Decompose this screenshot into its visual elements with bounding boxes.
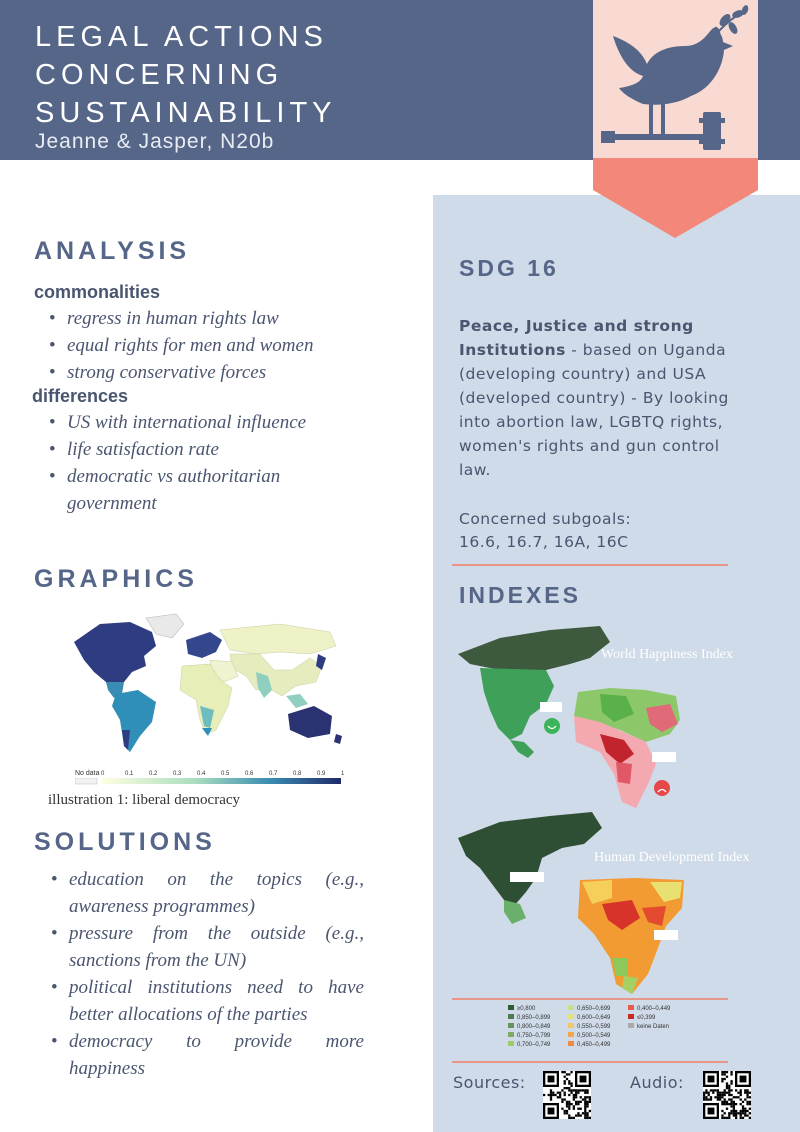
- poster-title: [35, 18, 337, 132]
- list-item: • US with international influence: [34, 409, 334, 436]
- arrow-marker: [540, 702, 562, 712]
- hdi-legend-swatch: [508, 1041, 514, 1046]
- legend-tick-label: 1: [341, 771, 345, 777]
- differences-label: differences: [32, 386, 129, 406]
- hdi-legend-label: 0,700–0,749: [517, 1042, 551, 1048]
- hdi-legend-item: [508, 1041, 550, 1048]
- sdg-description: [459, 314, 749, 482]
- hdi-legend-label: 0,550–0,599: [577, 1024, 611, 1030]
- hdi-legend-item: [508, 1023, 550, 1030]
- hdi-legend-swatch: [568, 1023, 574, 1028]
- sdg-banner: [593, 0, 758, 238]
- sdg-goal-text: - based on Uganda (developing country) and USA (developed country) - By looking into abortion law, LGBTQ rights, women's rights and gun control law.: [459, 341, 729, 479]
- happy-face-icon: [544, 718, 560, 734]
- sdg-subgoals-label: Concerned subgoals:: [459, 510, 632, 528]
- title-line-2: CONCERNING: [35, 59, 284, 91]
- hdi-legend-label: 0,600–0,649: [577, 1015, 611, 1021]
- hdi-legend-swatch: [508, 1005, 514, 1010]
- legend-tick-label: 0.3: [173, 771, 182, 777]
- sad-face-icon: [654, 780, 670, 796]
- hdi-legend-swatch: [568, 1014, 574, 1019]
- hdi-legend-swatch: [508, 1032, 514, 1037]
- hdi-legend-swatch: [568, 1005, 574, 1010]
- hdi-legend-label: 0,800–0,849: [517, 1024, 551, 1030]
- list-item: • regress in human rights law: [34, 305, 414, 332]
- hdi-legend-item: [628, 1005, 670, 1012]
- sdg-goal-name: Peace, Justice and strong Institutions: [459, 317, 694, 359]
- hdi-legend-label: 0,750–0,799: [517, 1033, 551, 1039]
- legend-tick-label: 0.9: [317, 771, 326, 777]
- hdi-legend-label: 0,450–0,499: [577, 1042, 611, 1048]
- liberal-democracy-world-map: [60, 610, 350, 765]
- hdi-legend: [508, 1005, 698, 1053]
- title-line-1: LEGAL ACTIONS: [35, 21, 328, 53]
- legend-tick-label: 0: [101, 771, 105, 777]
- list-item: • pressure from the outside (e.g., sanctions from the UN): [36, 920, 364, 974]
- arrow-marker: [510, 872, 544, 882]
- hdi-legend-label: 0,400–0,449: [637, 1006, 671, 1012]
- legend-tick-label: 0.2: [149, 771, 158, 777]
- sdg-heading: SDG 16: [459, 255, 559, 281]
- list-item: • democracy to provide more happiness: [36, 1028, 364, 1082]
- hdi-legend-item: [508, 1032, 550, 1039]
- hdi-legend-item: [568, 1023, 610, 1030]
- hdi-legend-swatch: [628, 1023, 634, 1028]
- analysis-section: [34, 237, 414, 517]
- graphics-heading: GRAPHICS: [34, 565, 198, 593]
- legend-tick-label: 0.8: [293, 771, 302, 777]
- analysis-heading: ANALYSIS: [34, 237, 191, 265]
- list-item: • political institutions need to have better allocations of the parties: [36, 974, 364, 1028]
- hdi-legend-label: ≤0,399: [637, 1015, 656, 1021]
- hdi-legend-label: 0,850–0,899: [517, 1015, 551, 1021]
- hdi-legend-swatch: [628, 1005, 634, 1010]
- differences-list: [34, 409, 334, 517]
- arrow-marker: [652, 752, 676, 762]
- hdi-legend-swatch: [568, 1041, 574, 1046]
- list-item: • democratic vs authoritarian government: [34, 463, 334, 517]
- audio-qr-code[interactable]: [703, 1071, 751, 1119]
- legend-tick-label: 0.6: [245, 771, 254, 777]
- map1-label: World Happiness Index: [601, 647, 733, 662]
- map2-label: Human Development Index: [594, 850, 750, 865]
- hdi-legend-item: [568, 1041, 610, 1048]
- sources-label: Sources:: [453, 1073, 526, 1092]
- divider: [452, 998, 728, 1000]
- hdi-legend-label: 0,500–0,549: [577, 1033, 611, 1039]
- hdi-legend-label: ≥0,800: [517, 1006, 536, 1012]
- list-item: • equal rights for men and women: [34, 332, 414, 359]
- list-item: • strong conservative forces: [34, 359, 414, 386]
- map-caption: illustration 1: liberal democracy: [48, 792, 241, 808]
- map-legend-nodata: No data: [75, 770, 100, 777]
- hdi-legend-item: [568, 1014, 610, 1021]
- list-item: • life satisfaction rate: [34, 436, 334, 463]
- hdi-legend-item: [568, 1032, 610, 1039]
- commonalities-label: commonalities: [34, 282, 161, 302]
- hdi-legend-item: [628, 1023, 669, 1030]
- poster-authors: Jeanne & Jasper, N20b: [35, 130, 275, 153]
- sources-qr-code[interactable]: [543, 1071, 591, 1119]
- hdi-legend-item: [508, 1005, 535, 1012]
- hdi-legend-item: [568, 1005, 610, 1012]
- commonalities-list: [34, 305, 414, 386]
- hdi-legend-swatch: [508, 1023, 514, 1028]
- legend-tick-label: 0.7: [269, 771, 278, 777]
- audio-label: Audio:: [630, 1073, 684, 1092]
- list-item: • education on the topics (e.g., awareness programmes): [36, 866, 364, 920]
- title-line-3: SUSTAINABILITY: [35, 97, 337, 129]
- human-development-maps: [452, 808, 692, 998]
- legend-tick-label: 0.5: [221, 771, 230, 777]
- hdi-legend-swatch: [628, 1014, 634, 1019]
- legend-tick-label: 0.1: [125, 771, 134, 777]
- sdg-subgoals: 16.6, 16.7, 16A, 16C: [459, 533, 629, 551]
- solutions-heading: SOLUTIONS: [34, 828, 216, 856]
- indexes-heading: INDEXES: [459, 582, 581, 608]
- hdi-legend-swatch: [568, 1032, 574, 1037]
- hdi-legend-label: keine Daten: [637, 1024, 670, 1030]
- hdi-legend-item: [628, 1014, 655, 1021]
- divider: [452, 1061, 728, 1063]
- map-legend-scale: [75, 778, 345, 786]
- map-legend-ticks: [101, 771, 345, 779]
- arrow-marker: [654, 930, 678, 940]
- legend-tick-label: 0.4: [197, 771, 206, 777]
- divider: [452, 564, 728, 566]
- hdi-legend-label: 0,650–0,699: [577, 1006, 611, 1012]
- solutions-list: [36, 866, 364, 1082]
- hdi-legend-item: [508, 1014, 550, 1021]
- hdi-legend-swatch: [508, 1014, 514, 1019]
